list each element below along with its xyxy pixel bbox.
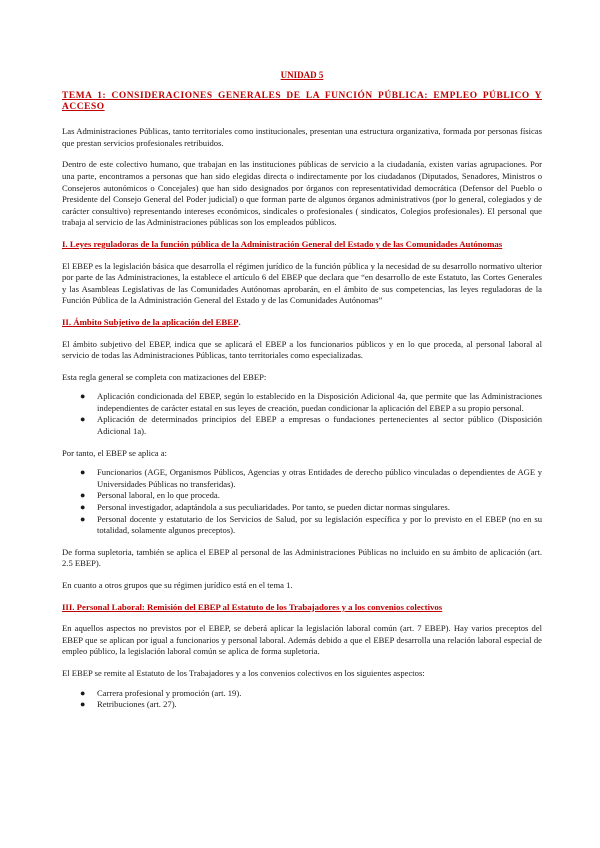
matizaciones-list [62,391,542,437]
bullet-icon: ● [80,699,86,710]
section-3-heading: III. Personal Laboral: Remisión del EBEP al Estatuto de los Trabajadores y a los convenios colectivos [62,601,443,612]
section-2-paragraph-5: En cuanto a otros grupos que su régimen jurídico está en el tema 1. [62,580,293,590]
list-item-text: Personal laboral, en lo que proceda. [97,490,220,501]
list-item-text: Personal investigador, adaptándola a sus peculiaridades. Por tanto, se pueden dictar normas singulares. [97,502,450,513]
unit-title: UNIDAD 5 [280,70,324,80]
list-item [80,467,542,490]
bullet-icon: ● [80,467,86,478]
section-2-heading: II. Ámbito Subjetivo de la aplicación del EBEP [62,316,239,327]
list-item-text: Funcionarios (AGE, Organismos Públicos, Agencias y otras Entidades de derecho público vinculadas o dependientes de AGE y Universidades Públicas no transferidas). [97,467,542,489]
section-2-paragraph-3: Por tanto, el EBEP se aplica a: [62,447,167,458]
section-1-heading: I. Leyes reguladoras de la función pública de la Administración General del Estado y de las Comunidades Autónomas [62,238,503,249]
intro-paragraph-1: Las Administraciones Públicas, tanto territoriales como institucionales, presentan una estructura organizativa, formada por personas físicas que prestan servicios profesionales retribuidos. [62,126,542,148]
list-item [80,699,542,711]
bullet-icon: ● [80,490,86,501]
bullet-icon: ● [80,513,86,524]
list-item-text: Personal docente y estatutario de los Servicios de Salud, por su legislación específica y por lo previsto en el EBEP (no en su totalidad, solamente algunos preceptos). [97,513,542,536]
bullet-icon: ● [80,687,86,698]
tema-title: TEMA 1: CONSIDERACIONES GENERALES DE LA FUNCIÓN PÚBLICA: EMPLEO PÚBLICO Y ACCESO [62,90,542,113]
remision-list [62,688,542,711]
list-item [80,688,542,700]
intro-paragraph-2: Dentro de este colectivo humano, que trabajan en las instituciones públicas de servicio a la ciudadanía, existen varias agrupaciones. Por una parte, encontramos a personas que han sido elegidas directa o indirectamente por los ciudadanos (Diputados, Senadores, Ministros o Consejeros autonómicos o Concejales) que han sido designados por órganos con representatividad democrática (Defensor del Pueblo o Presidente del Consejo General del Poder judicial) o que forman parte de algunos órganos administrativos (por lo general, colegiados y de carácter consultivo) representando intereses económicos, sindicales o profesionales ( sindicatos, Colegios profesionales). El personal que trabaja al servicio de las Administraciones públicas son los empleados públicos. [62,159,542,228]
section-2-paragraph-1: El ámbito subjetivo del EBEP, indica que se aplicará el EBEP a los funcionarios públicos y en lo que proceda, al personal laboral al servicio de todas las Administraciones Públicas, tanto territoriales como especializadas. [62,338,542,361]
list-item-text: Retribuciones (art. 27). [97,699,177,710]
document-page [62,70,542,721]
section-2-heading-wrapper [62,317,542,329]
list-item-text: Carrera profesional y promoción (art. 19). [97,687,242,698]
section-2-paragraph-2: Esta regla general se completa con matizaciones del EBEP: [62,371,267,382]
aplica-list [62,467,542,537]
list-item-text: Aplicación de determinados principios del EBEP a empresas o fundaciones pertenecientes al sector público (Disposición Adicional 1a). [97,414,542,437]
list-item [80,502,542,514]
bullet-icon: ● [80,502,86,513]
section-2-paragraph-4: De forma supletoria, también se aplica el EBEP al personal de las Administraciones Públicas no incluido en su ámbito de aplicación (art. 2.5 EBEP). [62,546,542,569]
list-item-text: Aplicación condicionada del EBEP, según lo establecido en la Disposición Adicional 4a, que permite que las Administraciones independientes de carácter estatal en sus leyes de creación, puedan condicionar la aplicación del EBEP a su propio personal. [97,391,542,413]
list-item [80,414,542,437]
section-3-paragraph-1: En aquellos aspectos no previstos por el EBEP, se deberá aplicar la legislación laboral común (art. 7 EBEP). Hay varios preceptos del EBEP que se aplican por igual a funcionarios y personal laboral. Además debido a que el EBEP desarrolla una relación laboral especial de empleo público, la legislación laboral común se aplica de forma supletoria. [62,623,542,657]
bullet-icon: ● [80,414,86,425]
bullet-icon: ● [80,391,86,402]
section-2-heading-period: . [238,316,241,327]
section-3-paragraph-2: El EBEP se remite al Estatuto de los Trabajadores y a los convenios colectivos en los siguientes aspectos: [62,667,425,678]
list-item [80,391,542,414]
list-item [80,490,542,502]
section-1-paragraph: El EBEP es la legislación básica que desarrolla el régimen jurídico de la función pública y la necesidad de su desarrollo normativo ulterior por parte de las Administraciones, la establece el artículo 6 del EBEP que declara que “en desarrollo de este Estatuto, las Cortes Generales y las Asambleas Legislativas de las Comunidades Autónomas aprobarán, en el ámbito de sus competencias, las leyes reguladoras de la Función Pública de la Administración General del Estado y de las Comunidades Autónomas” [62,260,542,306]
list-item [80,514,542,537]
